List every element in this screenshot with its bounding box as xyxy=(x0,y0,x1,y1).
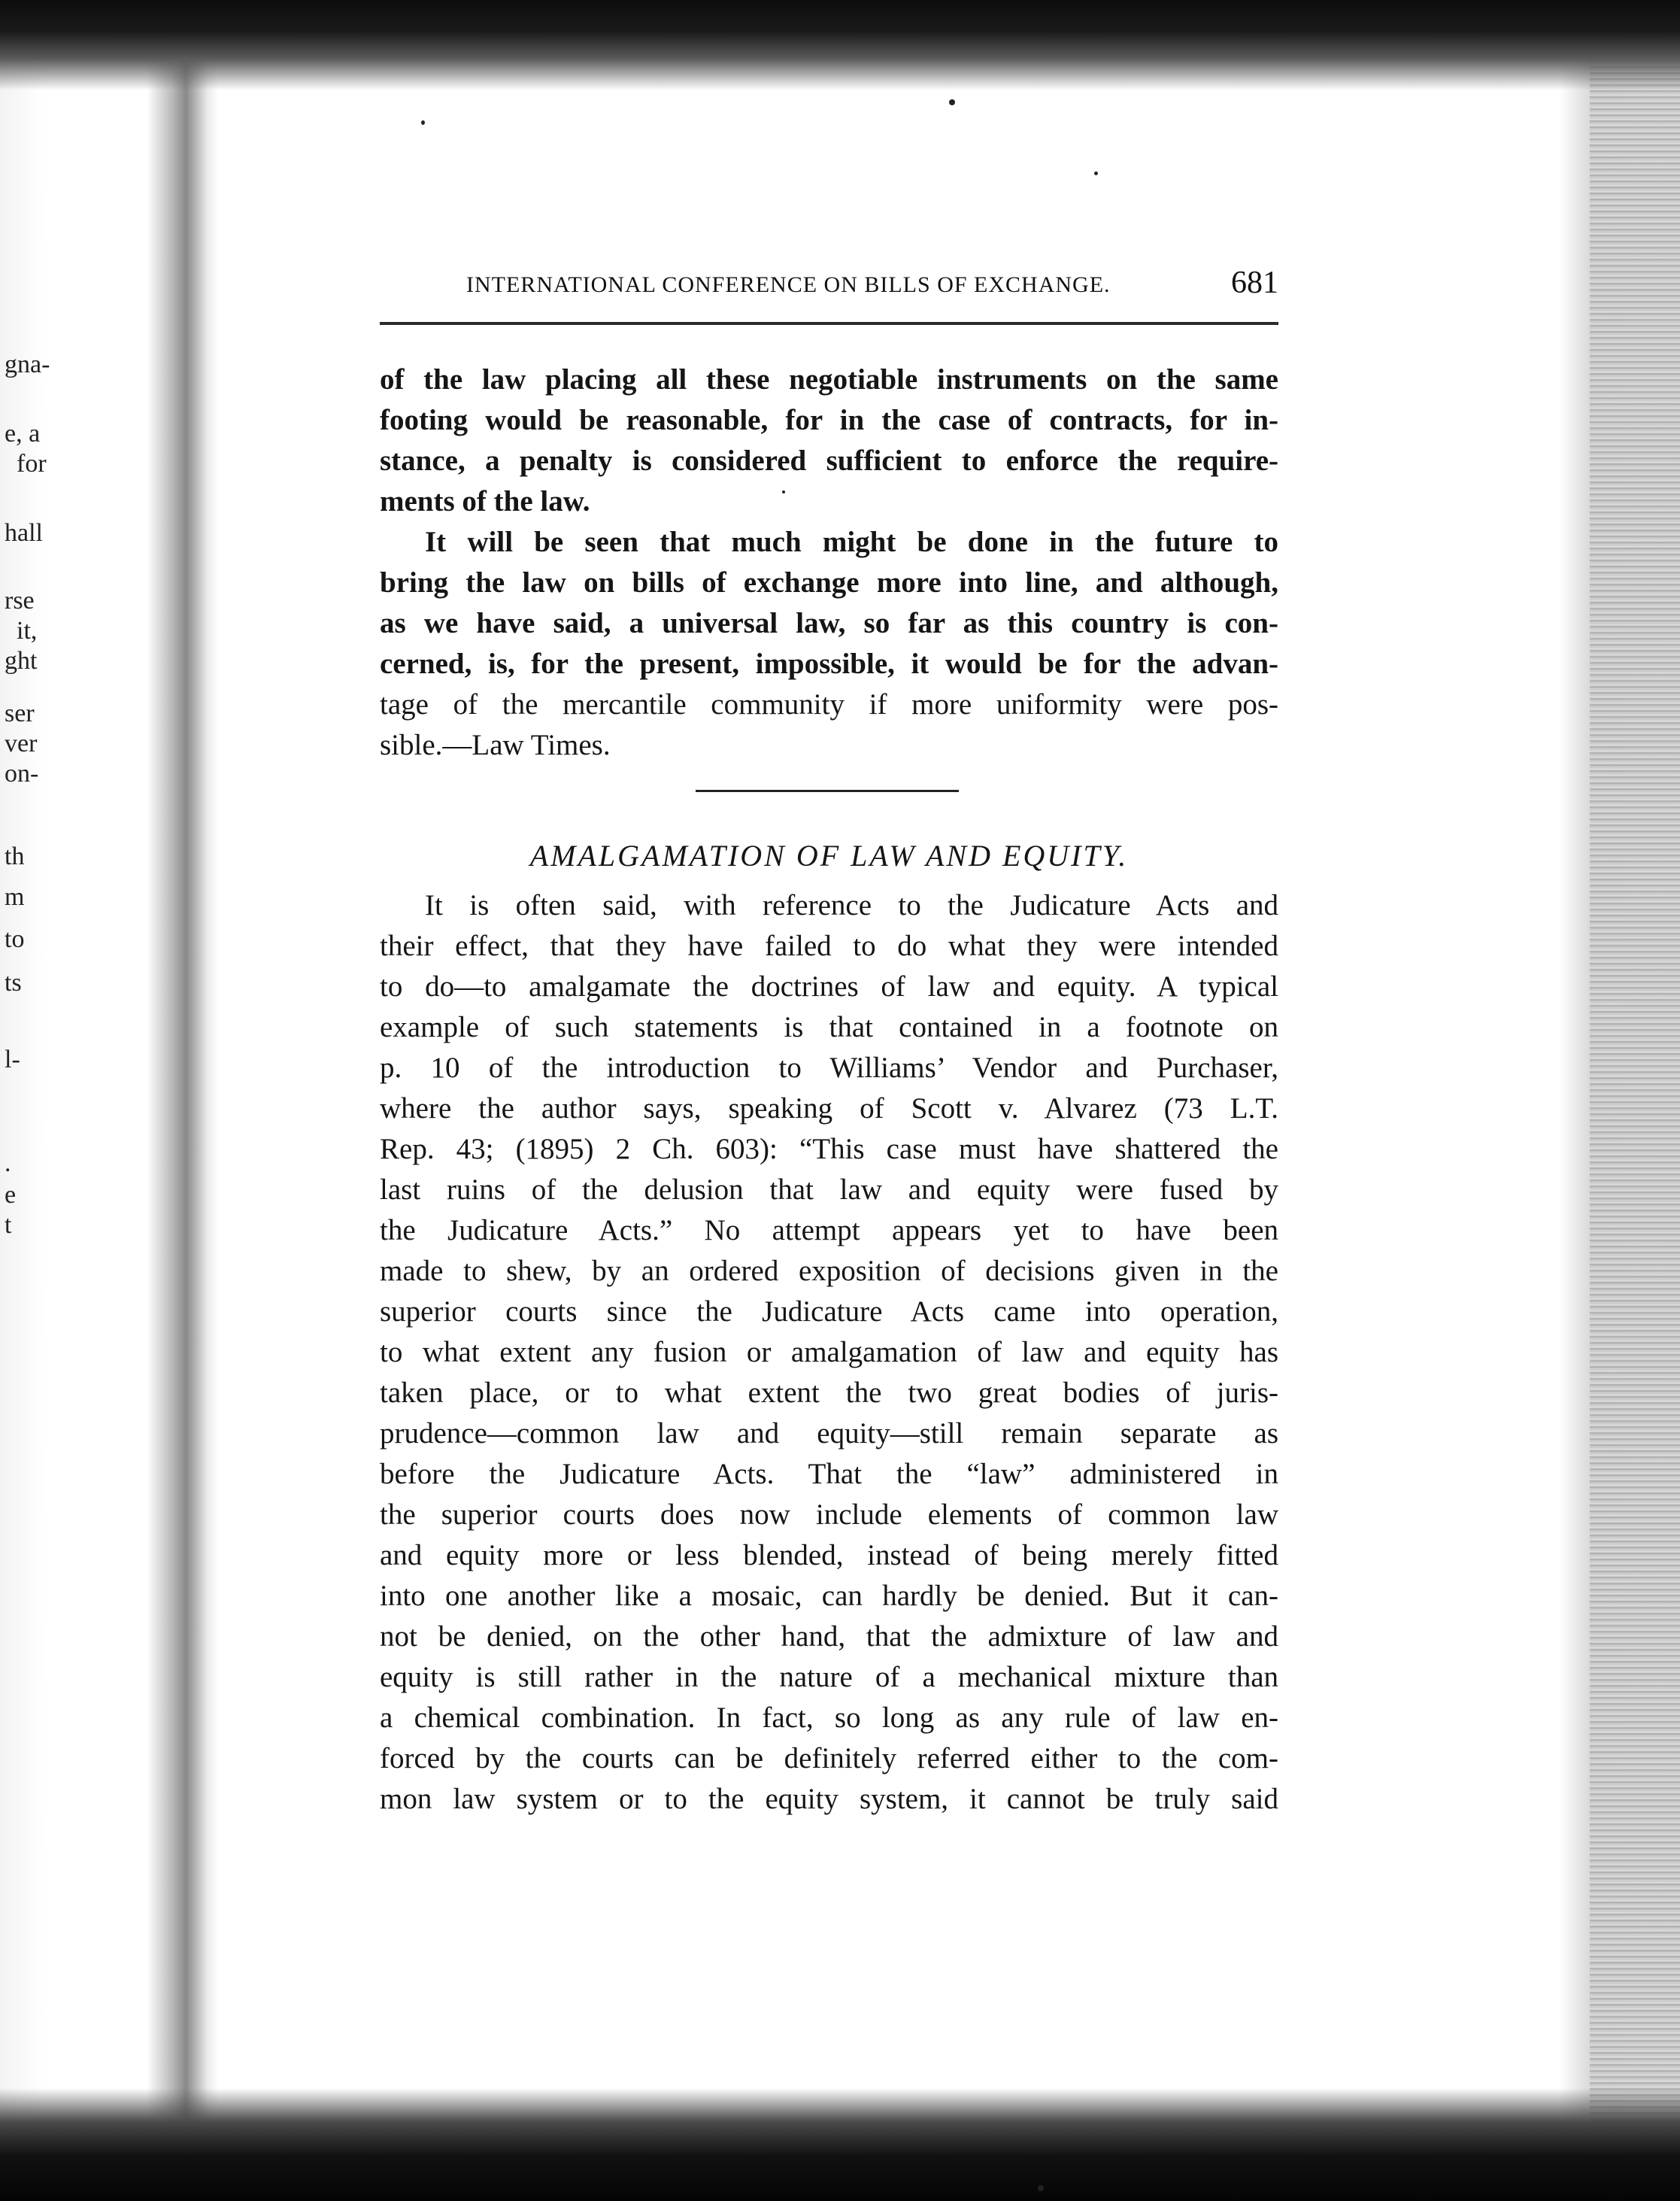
paragraph-line: taken place, or to what extent the two great bodies of juris- xyxy=(380,1377,1278,1409)
paragraph-line: superior courts since the Judicature Acts came into operation, xyxy=(380,1295,1278,1328)
facing-fragment: e xyxy=(5,1181,17,1209)
paragraph-line: cerned, is, for the present, impossible, it would be for the advan- xyxy=(380,648,1278,680)
paragraph-line: their effect, that they have failed to do what they were intended xyxy=(380,930,1278,962)
paragraph-line: a chemical combination. In fact, so long as any rule of law en- xyxy=(380,1702,1278,1734)
paragraph-line: mon law system or to the equity system, it cannot be truly said xyxy=(380,1783,1278,1815)
paragraph-line: forced by the courts can be definitely referred either to the com- xyxy=(380,1742,1278,1774)
paragraph-line: before the Judicature Acts. That the “law” administered in xyxy=(380,1458,1278,1490)
paragraph-line: into one another like a mosaic, can hardly be denied. But it can- xyxy=(380,1580,1278,1612)
facing-fragment: ts xyxy=(5,969,22,997)
paragraph-line: of the law placing all these negotiable instruments on the same xyxy=(380,363,1278,396)
facing-fragment: gna- xyxy=(5,351,50,378)
scan-speck xyxy=(782,490,785,493)
scan-speck xyxy=(1038,2185,1044,2191)
scan-speck xyxy=(421,120,425,125)
scan-top-shadow xyxy=(0,0,1680,90)
paragraph-line: as we have said, a universal law, so far as this country is con- xyxy=(380,607,1278,639)
paragraph-line: and equity more or less blended, instead of being merely fitted xyxy=(380,1539,1278,1571)
facing-fragment: it, xyxy=(17,617,38,645)
scan-speck xyxy=(1094,172,1098,175)
running-head: INTERNATIONAL CONFERENCE ON BILLS OF EXCHANGE. xyxy=(466,272,1111,297)
paragraph-line: made to shew, by an ordered exposition of decisions given in the xyxy=(380,1255,1278,1287)
paragraph-line: It will be seen that much might be done in the future to xyxy=(425,526,1278,558)
facing-fragment: hall xyxy=(5,519,43,547)
paragraph-line: footing would be reasonable, for in the case of contracts, for in- xyxy=(380,404,1278,436)
facing-fragment: for xyxy=(17,450,47,478)
paragraph-line: example of such statements is that contained in a footnote on xyxy=(380,1011,1278,1043)
facing-fragment: th xyxy=(5,842,25,870)
paragraph-line: where the author says, speaking of Scott v. Alvarez (73 L.T. xyxy=(380,1092,1278,1125)
scan-bottom-shadow xyxy=(0,2088,1680,2201)
paragraph-line: the Judicature Acts.” No attempt appears yet to have been xyxy=(380,1214,1278,1246)
facing-fragment: l- xyxy=(5,1046,20,1073)
header-rule xyxy=(380,322,1278,325)
paragraph-line: p. 10 of the introduction to Williams’ Vendor and Purchaser, xyxy=(380,1052,1278,1084)
paragraph-line: to what extent any fusion or amalgamation of law and equity has xyxy=(380,1336,1278,1368)
facing-fragment: to xyxy=(5,925,25,953)
paragraph-line: prudence—common law and equity—still remain separate as xyxy=(380,1417,1278,1450)
facing-fragment: t xyxy=(5,1211,12,1239)
page-edge-shade xyxy=(1560,45,1590,2136)
facing-fragment: m xyxy=(5,883,25,911)
scan-left-margin xyxy=(0,0,45,2201)
section-divider xyxy=(696,790,959,792)
paragraph-line: tage of the mercantile community if more uniformity were pos- xyxy=(380,688,1278,721)
facing-fragment: ver xyxy=(5,730,38,757)
paragraph-line: the superior courts does now include elements of common law xyxy=(380,1498,1278,1531)
page-stack-edge xyxy=(1590,45,1680,2136)
facing-fragment: on- xyxy=(5,760,39,788)
facing-fragment: rse xyxy=(5,587,35,615)
paragraph-line: equity is still rather in the nature of a mechanical mixture than xyxy=(380,1661,1278,1693)
page-number: 681 xyxy=(1231,266,1278,300)
facing-fragment: ser xyxy=(5,700,35,727)
section-title: AMALGAMATION OF LAW AND EQUITY. xyxy=(529,839,1129,873)
binding-gutter-shadow xyxy=(147,45,218,2136)
paragraph-line: not be denied, on the other hand, that the admixture of law and xyxy=(380,1620,1278,1653)
facing-fragment: . xyxy=(5,1149,11,1177)
paragraph-line: stance, a penalty is considered sufficient to enforce the require- xyxy=(380,445,1278,477)
scan-speck xyxy=(949,99,955,105)
paragraph-line: bring the law on bills of exchange more into line, and although, xyxy=(380,566,1278,599)
paragraph-line: Rep. 43; (1895) 2 Ch. 603): “This case must have shattered the xyxy=(380,1133,1278,1165)
paragraph-line: It is often said, with reference to the Judicature Acts and xyxy=(425,889,1278,921)
facing-fragment: ght xyxy=(5,647,38,675)
facing-fragment: e, a xyxy=(5,420,41,448)
paragraph-line: last ruins of the delusion that law and equity were fused by xyxy=(380,1173,1278,1206)
paragraph-line: to do—to amalgamate the doctrines of law and equity. A typical xyxy=(380,970,1278,1003)
paragraph-line: sible.—Law Times. xyxy=(380,729,611,761)
paragraph-line: ments of the law. xyxy=(380,485,590,518)
